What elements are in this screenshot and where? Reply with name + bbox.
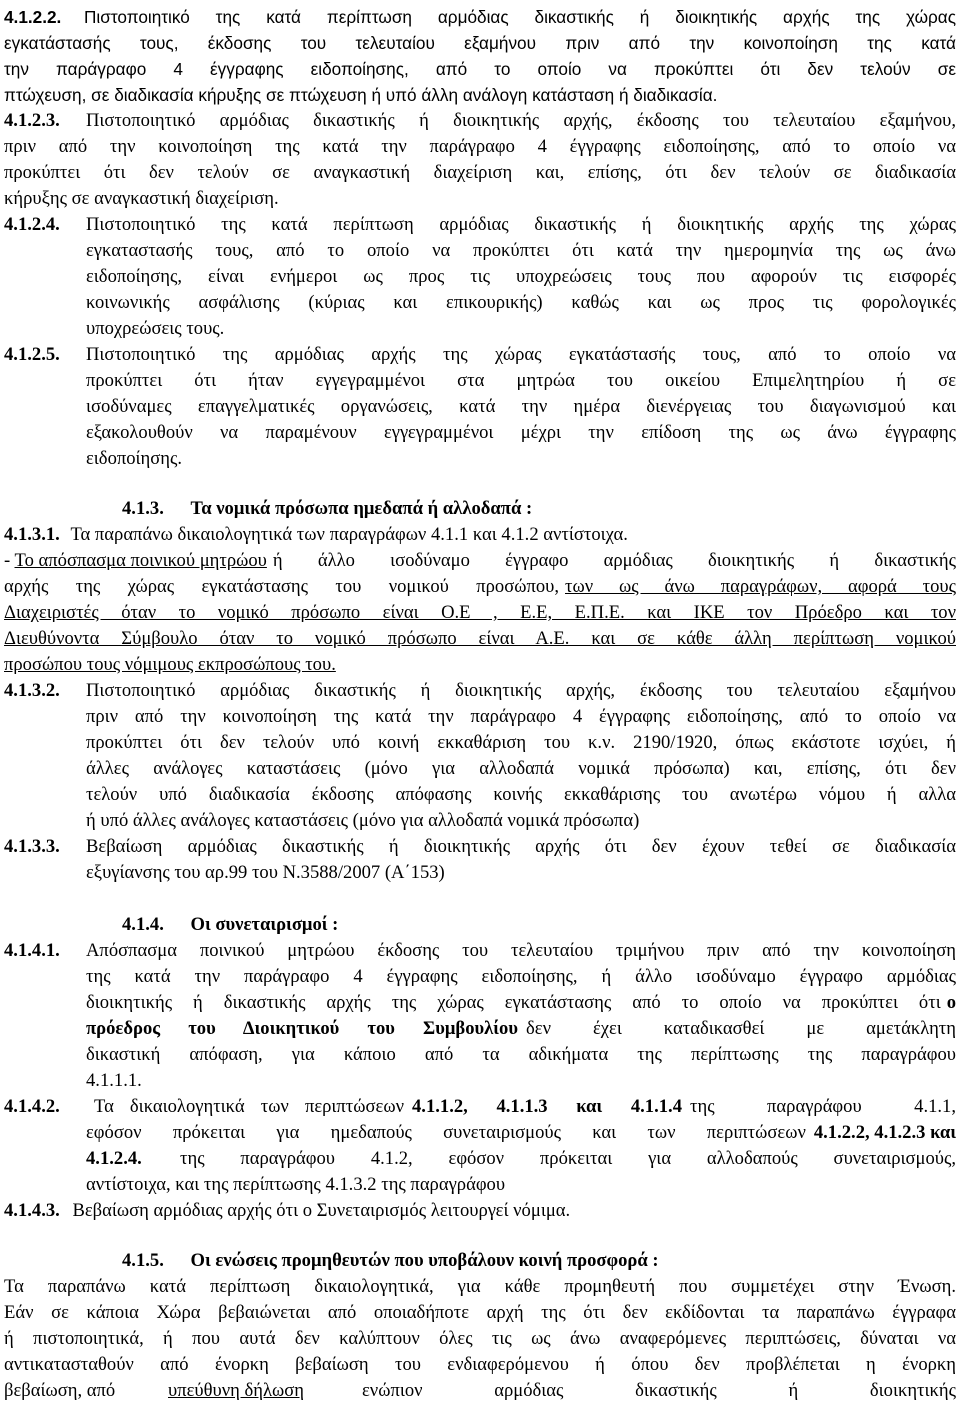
para-4-1-2-4-line-3: ειδοποίησης, είναι ενήμεροι ως προς τις υποχρεώσεις τους που αφορούν τις εισφορές: [86, 266, 956, 287]
dash-line-3: Διαχειριστές όταν το νομικό πρόσωπο είναι Ο.Ε , Ε.Ε, Ε.Π.Ε. και ΙΚΕ τον Πρόεδρο και τον: [4, 602, 956, 623]
heading-4-1-3: [122, 496, 532, 522]
para-4-1-3-2-line-4: άλλες ανάλογες καταστάσεις (μόνο για αλλοδαπά νομικά πρόσωπα) και, επίσης, ότι δεν: [86, 758, 956, 779]
para-4-1-2-2-line-3: την παράγραφο 4 έγγραφης ειδοποίησης, από το οποίο να προκύπτει ότι δεν τελούν σε: [4, 59, 956, 79]
para-text: Πιστοποιητικό αρμόδιας δικαστικής ή διοικητικής αρχής, έκδοσης του τελευταίου εξαμήνου: [86, 680, 956, 701]
para-4-1-4-1-line-1: [4, 938, 956, 964]
para-text: ή άλλο ισοδύναμο έγγραφο αρμόδιας διοικητικής ή δικαστικής: [272, 550, 956, 571]
para-4-1-3-2-line-2: πριν από την κοινοποίηση της κατά την παράγραφο 4 έγγραφης ειδοποίησης, από το οποίο να: [86, 706, 956, 727]
para-text: Πιστοποιητικό της κατά περίπτωση αρμόδιας δικαστικής ή διοικητικής αρχής της χώρας: [86, 214, 956, 235]
heading-4-1-5: [122, 1248, 659, 1274]
para-4-1-5-line-4: αντικατασταθούν από ένορκη βεβαίωση του ενδιαφερόμενου ή όπου δεν προβλέπεται η ένορκη: [4, 1354, 956, 1375]
para-4-1-3-2-line-3: προκύπτει ότι δεν τελούν υπό κοινή εκκαθάριση του κ.ν. 2190/1920, όπως εκάστοτε ισχύει, ή: [86, 732, 956, 753]
para-4-1-2-2-line-2: εγκατάστασής τους, έκδοσης του τελευταίου εξαμήνου πριν από την κοινοποίηση της κατά: [4, 33, 956, 53]
bold-text: 4.1.2.4.: [86, 1148, 142, 1169]
para-4-1-2-5-line-4: εξακολουθούν να παραμένουν εγγεγραμμένοι μέχρι την επίδοση της ως άνω έγγραφης: [86, 422, 956, 443]
para-text: Βεβαίωση αρμόδιας αρχής ότι ο Συνεταιρισμός λειτουργεί νόμιμα.: [72, 1200, 571, 1221]
para-text: αρχής της χώρας εγκατάστασης του νομικού προσώπου,: [4, 576, 559, 597]
section-number: 4.1.4.2.: [4, 1096, 60, 1117]
underlined-text: Το απόσπασμα ποινικού μητρώου: [14, 550, 267, 571]
para-text: Πιστοποιητικό της αρμόδιας αρχής της χώρας εγκατάστασής τους, από το οποίο να: [86, 344, 956, 365]
heading-text: Οι ενώσεις προμηθευτών που υποβάλουν κοινή προσφορά :: [190, 1250, 659, 1271]
para-4-1-2-5-line-3: ισοδύναμες επαγγελματικές οργανώσεις, κατά την ημέρα διενέργειας του διαγωνισμού και: [86, 396, 956, 417]
para-text: Τα παραπάνω δικαιολογητικά των παραγράφων 4.1.1 και 4.1.2 αντίστοιχα.: [70, 524, 628, 545]
para-4-1-5-line-3: ή πιστοποιητικά, ή που αυτά δεν καλύπτουν όλες τις ως άνω αναφερόμενες περιπτώσεις, δύναται να: [4, 1328, 956, 1349]
para-text: της παραγράφου 4.1.1,: [690, 1096, 956, 1117]
dash-line-1: [4, 548, 956, 574]
para-4-1-3-3-line-1: [4, 834, 956, 860]
para-4-1-2-4-line-1: [4, 212, 956, 238]
para-4-1-3-2-line-1: [4, 678, 956, 704]
para-4-1-3-2-line-6: ή υπό άλλες ανάλογες καταστάσεις (μόνο για αλλοδαπά νομικά πρόσωπα): [86, 810, 640, 831]
heading-4-1-4: [122, 912, 338, 938]
para-text: Απόσπασμα ποινικού μητρώου έκδοσης του τελευταίου τριμήνου πριν από την κοινοποίηση: [86, 940, 956, 961]
para-4-1-2-5-line-5: ειδοποίησης.: [86, 448, 183, 469]
heading-text: Τα νομικά πρόσωπα ημεδαπά ή αλλοδαπά :: [190, 498, 533, 519]
para-4-1-2-4-line-4: κοινωνικής ασφάλισης (κύριας και επικουρικής) καθώς και ως προς τις φορολογικές: [86, 292, 956, 313]
para-4-1-3-1: [4, 522, 628, 548]
underlined-text: των ως άνω παραγράφων, αφορά τους: [565, 576, 956, 597]
para-text: διοικητικής ή δικαστικής αρχής της χώρας εγκατάστασης από το οποίο να προκύπτει ότι: [86, 992, 941, 1013]
para-4-1-5-line-5: [4, 1378, 956, 1404]
para-text: βεβαίωση, από: [4, 1380, 116, 1401]
para-4-1-4-2-line-4: αντίστοιχα, και της περίπτωσης 4.1.3.2 της παραγράφου: [86, 1174, 506, 1195]
para-4-1-4-2-line-2: [86, 1120, 956, 1146]
para-text: της παραγράφου 4.1.2, εφόσον πρόκειται για αλλοδαπούς συνεταιρισμούς,: [180, 1148, 956, 1169]
para-4-1-2-5-line-1: [4, 342, 956, 368]
bold-text: πρόεδρος του Διοικητικού του Συμβουλίου: [86, 1018, 518, 1039]
para-4-1-4-1-line-2: της κατά την παράγραφο 4 έγγραφης ειδοποίησης, ή άλλο ισοδύναμο έγγραφο αρμόδιας: [86, 966, 956, 987]
heading-number: 4.1.5.: [122, 1250, 164, 1271]
para-4-1-4-3: [4, 1198, 570, 1224]
para-text: εφόσον πρόκειται για ημεδαπούς συνεταιρισμούς και των περιπτώσεων: [86, 1122, 806, 1143]
para-text: Βεβαίωση αρμόδιας δικαστικής ή διοικητικής αρχής ότι δεν έχουν τεθεί σε διαδικασία: [86, 836, 956, 857]
para-4-1-4-1-line-6: 4.1.1.1.: [86, 1070, 142, 1091]
para-text: δεν έχει καταδικασθεί με αμετάκλητη: [526, 1018, 956, 1039]
section-number: 4.1.4.1.: [4, 940, 60, 961]
para-4-1-2-4-line-2: εγκαταστασής τους, από το οποίο να προκύπτει ότι κατά την ημερομηνία της ως άνω: [86, 240, 956, 261]
para-4-1-2-4-line-5: υποχρεώσεις τους.: [86, 318, 225, 339]
section-number: 4.1.2.2.: [4, 7, 62, 27]
para-text: Πιστοποιητικό της κατά περίπτωση αρμόδιας δικαστικής ή διοικητικής αρχής της χώρας: [84, 7, 956, 27]
para-4-1-2-3-line-1: [4, 108, 956, 134]
para-4-1-5-line-2: Εάν σε κάποια Χώρα βεβαιώνεται από οποιαδήποτε αρχή της ότι δεν εκδίδονται τα παραπάνω έγγραφα: [4, 1302, 956, 1323]
para-4-1-4-2-line-3: [86, 1146, 956, 1172]
heading-text: Οι συνεταιρισμοί :: [190, 914, 339, 935]
dash-line-5: προσώπου τους νόμιμους εκπροσώπους του.: [4, 654, 336, 675]
section-number: 4.1.2.5.: [4, 344, 60, 365]
para-4-1-2-2-line-4: πτώχευση, σε διαδικασία κήρυξης σε πτώχευση ή υπό άλλη ανάλογη κατάσταση ή διαδικασία.: [4, 85, 718, 105]
dash-line-2: [4, 574, 956, 600]
section-number: 4.1.2.3.: [4, 110, 60, 131]
section-number: 4.1.4.3.: [4, 1200, 60, 1221]
underlined-text: υπεύθυνη δήλωση: [168, 1380, 304, 1401]
section-number: 4.1.2.4.: [4, 214, 60, 235]
para-text: Τα δικαιολογητικά των περιπτώσεων: [94, 1096, 404, 1117]
para-4-1-2-3-line-3: προκύπτει ότι δεν τελούν σε αναγκαστική διαχείριση και, επίσης, ότι δεν τελούν σε διαδικασία: [4, 162, 956, 183]
bold-text: 4.1.2.2, 4.1.2.3 και: [813, 1122, 956, 1143]
para-4-1-4-2-line-1: [4, 1094, 956, 1120]
dash-line-4: Διευθύνοντα Σύμβουλο όταν το νομικό πρόσωπο είναι Α.Ε. και σε κάθε άλλη περίπτωση νομικού: [4, 628, 956, 649]
para-4-1-4-1-line-5: δικαστική απόφαση, για κάποιο από τα αδικήματα της περίπτωσης της παραγράφου: [86, 1044, 956, 1065]
para-text: Πιστοποιητικό αρμόδιας δικαστικής ή διοικητικής αρχής, έκδοσης του τελευταίου εξαμήνου,: [86, 110, 956, 131]
para-text: ενώπιον αρμόδιας δικαστικής ή διοικητικής: [362, 1380, 956, 1401]
para-4-1-2-5-line-2: προκύπτει ότι ήταν εγγεγραμμένοι στα μητρώα του οικείου Επιμελητηρίου ή σε: [86, 370, 956, 391]
section-number: 4.1.3.1.: [4, 524, 60, 545]
para-4-1-3-3-line-2: εξυγίανσης του αρ.99 του Ν.3588/2007 (Α΄153): [86, 862, 445, 883]
para-4-1-2-2-line-1: [4, 4, 956, 30]
bold-text: ο: [946, 992, 956, 1013]
heading-number: 4.1.3.: [122, 498, 164, 519]
section-number: 4.1.3.3.: [4, 836, 60, 857]
para-4-1-5-line-1: Τα παραπάνω κατά περίπτωση δικαιολογητικά, για κάθε προμηθευτή που συμμετέχει στην Ένωση.: [4, 1276, 956, 1297]
section-number: 4.1.3.2.: [4, 680, 60, 701]
para-4-1-4-1-line-3: [86, 990, 956, 1016]
para-4-1-3-2-line-5: τελούν υπό διαδικασία έκδοσης απόφασης κοινής εκκαθάρισης του ανωτέρω νόμου ή αλλα: [86, 784, 956, 805]
dash: -: [4, 550, 11, 571]
para-4-1-2-3-line-2: πριν από την κοινοποίηση της κατά την παράγραφο 4 έγγραφης ειδοποίησης, από το οποίο να: [4, 136, 956, 157]
heading-number: 4.1.4.: [122, 914, 164, 935]
para-4-1-2-3-line-4: κήρυξης σε αναγκαστική διαχείριση.: [4, 188, 279, 209]
bold-text: 4.1.1.2, 4.1.1.3 και 4.1.1.4: [412, 1096, 682, 1117]
para-4-1-4-1-line-4: [86, 1016, 956, 1042]
